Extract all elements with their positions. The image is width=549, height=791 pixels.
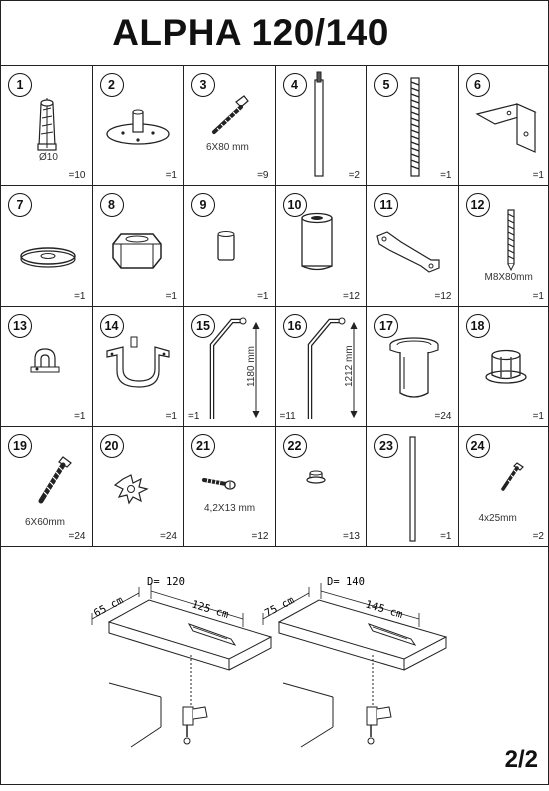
part-cell-20 (93, 427, 185, 547)
part-number: 8 (100, 193, 124, 217)
part-cell-5 (367, 66, 459, 186)
part-spec: M8X80mm (485, 272, 533, 283)
part-cell-16 (276, 307, 368, 427)
part-qty: =24 (435, 411, 452, 422)
part-cell-22 (276, 427, 368, 547)
star-washer-icon (93, 427, 184, 547)
sleeve-icon (459, 307, 549, 427)
installation-panel (1, 547, 549, 786)
part-qty: =12 (252, 531, 269, 542)
part-cell-13 (1, 307, 93, 427)
part-qty: =2 (349, 170, 360, 181)
hex-nut-icon (93, 186, 184, 306)
part-qty: =10 (69, 170, 86, 181)
spacer-tube-icon (276, 186, 367, 306)
depth-label-right: 75 cm (263, 594, 297, 619)
part-number: 5 (374, 73, 398, 97)
part-spec: 6X60mm (25, 517, 65, 528)
part-spec: Ø10 (39, 152, 58, 163)
small-cap-icon (276, 427, 367, 547)
part-number: 17 (374, 314, 398, 338)
part-number: 14 (100, 314, 124, 338)
part-qty: =1 (166, 411, 177, 422)
part-spec: 1180 mm (246, 346, 257, 387)
part-cell-8 (93, 186, 185, 306)
pipe-clip-icon (1, 307, 92, 427)
depth-label-left: 65 cm (92, 594, 126, 619)
short-screw-icon (184, 427, 275, 547)
part-cell-15 (184, 307, 276, 427)
part-number: 22 (283, 434, 307, 458)
base-plate-icon (93, 66, 184, 186)
part-cell-3 (184, 66, 276, 186)
part-spec: 4x25mm (479, 513, 517, 524)
part-cell-17 (367, 307, 459, 427)
part-qty: =12 (435, 291, 452, 302)
part-number: 6 (466, 73, 490, 97)
part-cell-6 (459, 66, 549, 186)
page-number: 2/2 (505, 746, 538, 774)
part-number: 20 (100, 434, 124, 458)
part-cell-4 (276, 66, 368, 186)
part-qty: =1 (74, 291, 85, 302)
page-title: ALPHA 120/140 (112, 12, 389, 54)
part-number: 9 (191, 193, 215, 217)
part-cell-21 (184, 427, 276, 547)
part-number: 18 (466, 314, 490, 338)
wood-screw-icon (184, 66, 275, 186)
width-label-right: 145 cm (364, 598, 404, 621)
part-qty: =1 (440, 170, 451, 181)
part-qty: =24 (69, 531, 86, 542)
part-qty: =1 (166, 170, 177, 181)
part-spec: 4,2X13 mm (204, 503, 255, 514)
part-number: 24 (466, 434, 490, 458)
part-cell-7 (1, 186, 93, 306)
part-qty: =1 (533, 411, 544, 422)
long-rod-icon (367, 427, 458, 547)
part-qty: =1 (533, 170, 544, 181)
part-qty: =1 (533, 291, 544, 302)
part-qty: =2 (533, 531, 544, 542)
part-number: 13 (8, 314, 32, 338)
part-qty: =24 (160, 531, 177, 542)
part-qty: =13 (343, 531, 360, 542)
part-qty: =1 (257, 291, 268, 302)
part-qty: =1 (166, 291, 177, 302)
part-qty: =12 (343, 291, 360, 302)
part-cell-2 (93, 66, 185, 186)
flat-bracket-icon (367, 186, 458, 306)
part-qty: =9 (257, 170, 268, 181)
washer-icon (1, 186, 92, 306)
part-number: 23 (374, 434, 398, 458)
part-number: 21 (191, 434, 215, 458)
part-spec: 6X80 mm (206, 142, 249, 153)
threaded-rod-icon (367, 66, 458, 186)
part-cell-9 (184, 186, 276, 306)
part-qty: =1 (74, 411, 85, 422)
angle-bracket-icon (459, 66, 549, 186)
wall-plug-icon (1, 66, 92, 186)
bushing-icon (184, 186, 275, 306)
part-number: 10 (283, 193, 307, 217)
u-clamp-icon (93, 307, 184, 427)
part-number: 2 (100, 73, 124, 97)
part-number: 16 (283, 314, 307, 338)
part-cell-23 (367, 427, 459, 547)
diameter-label-right: D= 140 (327, 576, 365, 588)
part-number: 15 (191, 314, 215, 338)
part-number: 19 (8, 434, 32, 458)
part-number: 11 (374, 193, 398, 217)
part-number: 1 (8, 73, 32, 97)
wood-screw-icon (1, 427, 92, 547)
part-number: 3 (191, 73, 215, 97)
part-cell-18 (459, 307, 549, 427)
part-cell-24 (459, 427, 549, 547)
part-cell-19 (1, 427, 93, 547)
part-number: 12 (466, 193, 490, 217)
bent-rod-icon (184, 307, 275, 427)
part-cell-14 (93, 307, 185, 427)
part-cell-11 (367, 186, 459, 306)
part-number: 7 (8, 193, 32, 217)
title-bar (1, 1, 549, 66)
part-cell-10 (276, 186, 368, 306)
part-qty: =1 (188, 411, 199, 422)
diameter-label-left: D= 120 (147, 576, 185, 588)
hanger-bolt-icon (459, 186, 549, 306)
part-cell-12 (459, 186, 549, 306)
part-number: 4 (283, 73, 307, 97)
part-qty: =1 (440, 531, 451, 542)
parts-grid (1, 66, 549, 547)
small-screw-icon (459, 427, 549, 547)
part-cell-1 (1, 66, 93, 186)
width-label-left: 125 cm (190, 598, 230, 621)
rod-icon (276, 66, 367, 186)
part-spec: 1212 mm (344, 345, 355, 387)
cap-icon (367, 307, 458, 427)
part-qty: =11 (280, 411, 296, 422)
installation-drawing (1, 547, 549, 786)
